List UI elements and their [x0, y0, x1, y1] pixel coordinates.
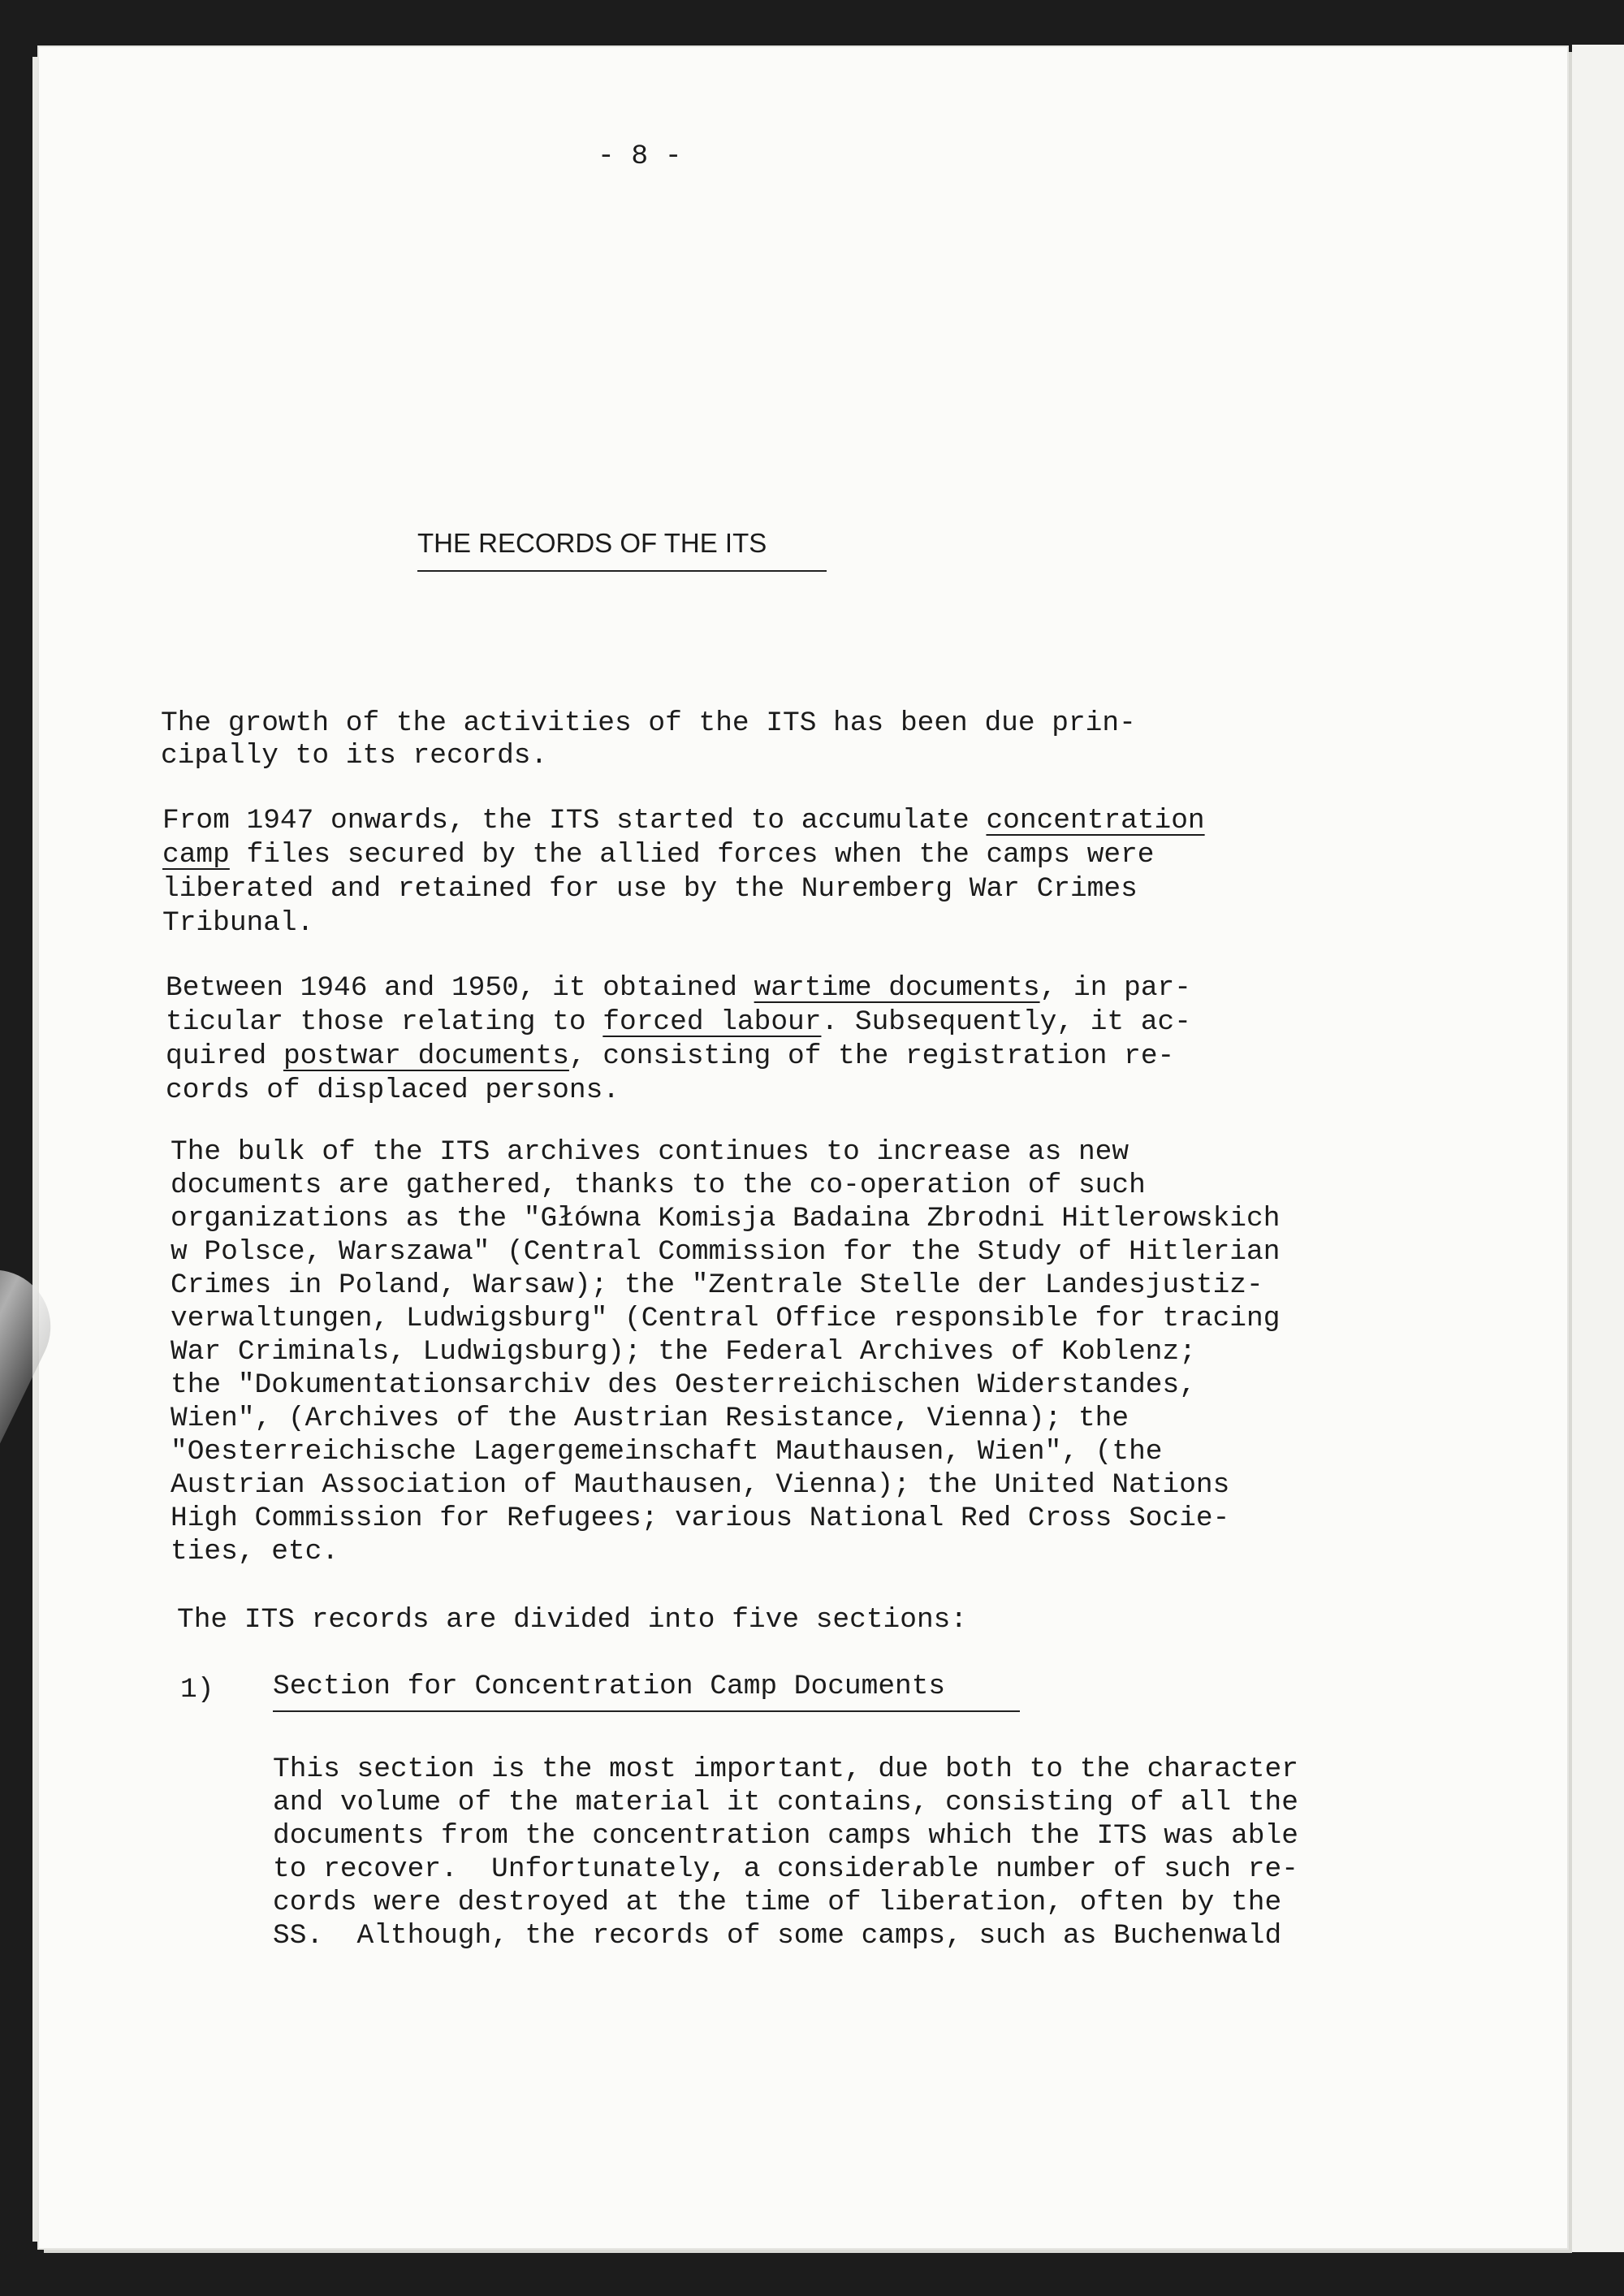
paragraph-4-line-4: w Polsce, Warszawa" (Central Commission for the Study of Hitlerian: [171, 1236, 1281, 1268]
underlined-concentration: concentration: [986, 805, 1205, 837]
underlined-postwar-documents: postwar documents: [283, 1040, 569, 1072]
page-title: THE RECORDS OF THE ITS: [417, 528, 767, 558]
section-1-title: Section for Concentration Camp Documents: [273, 1671, 946, 1702]
section-1-line-3: documents from the concentration camps which the ITS was able: [273, 1820, 1298, 1852]
paragraph-4-line-11: Austrian Association of Mauthausen, Vienna); the United Nations: [171, 1469, 1230, 1501]
paragraph-2-line-1: From 1947 onwards, the ITS started to accumulate concentration: [162, 805, 1205, 837]
underlined-forced-labour: forced labour: [603, 1006, 822, 1038]
section-1-line-5: cords were destroyed at the time of liberation, often by the: [273, 1887, 1282, 1918]
paragraph-4-line-2: documents are gathered, thanks to the co-operation of such: [171, 1170, 1146, 1201]
paragraph-3-line-1: Between 1946 and 1950, it obtained wartime documents, in par-: [166, 972, 1191, 1004]
adjacent-page-edge: [1572, 45, 1624, 2252]
section-1-line-2: and volume of the material it contains, consisting of all the: [273, 1787, 1298, 1818]
section-1-line-1: This section is the most important, due both to the character: [273, 1753, 1298, 1785]
section-1-line-6: SS. Although, the records of some camps, such as Buchenwald: [273, 1920, 1282, 1952]
paragraph-4-line-13: ties, etc.: [171, 1536, 339, 1567]
section-1-line-4: to recover. Unfortunately, a considerable number of such re-: [273, 1853, 1298, 1885]
section-1-title-underline: [273, 1710, 1020, 1712]
page-number: - 8 -: [598, 141, 682, 172]
section-1-number: 1): [180, 1674, 214, 1706]
paragraph-4-line-7: War Criminals, Ludwigsburg); the Federal Archives of Koblenz;: [171, 1336, 1196, 1368]
paragraph-4-line-6: verwaltungen, Ludwigsburg" (Central Office responsible for tracing: [171, 1303, 1281, 1334]
paragraph-5: The ITS records are divided into five sections:: [177, 1604, 968, 1636]
paragraph-4-line-1: The bulk of the ITS archives continues to increase as new: [171, 1136, 1129, 1168]
paragraph-4-line-3: organizations as the "Główna Komisja Badaina Zbrodni Hitlerowskich: [171, 1203, 1281, 1234]
paragraph-1-line-2: cipally to its records.: [161, 740, 548, 772]
paragraph-4-line-9: Wien", (Archives of the Austrian Resistance, Vienna); the: [171, 1403, 1129, 1434]
paragraph-3-line-3: quired postwar documents, consisting of the registration re-: [166, 1040, 1175, 1072]
paragraph-4-line-12: High Commission for Refugees; various National Red Cross Socie-: [171, 1503, 1230, 1534]
paragraph-3-line-4: cords of displaced persons.: [166, 1074, 620, 1106]
paragraph-4-line-8: the "Dokumentationsarchiv des Oesterreichischen Widerstandes,: [171, 1369, 1196, 1401]
paragraph-2-line-3: liberated and retained for use by the Nuremberg War Crimes: [162, 873, 1138, 905]
paragraph-2-line-2: camp files secured by the allied forces when the camps were: [162, 839, 1155, 871]
paragraph-1-line-1: The growth of the activities of the ITS has been due prin-: [161, 707, 1136, 739]
paragraph-2-line-4: Tribunal.: [162, 907, 314, 939]
paragraph-3-line-2: ticular those relating to forced labour. Subsequently, it ac-: [166, 1006, 1191, 1038]
title-underline: [417, 570, 827, 572]
paragraph-4-line-5: Crimes in Poland, Warsaw); the "Zentrale Stelle der Landesjustiz-: [171, 1269, 1263, 1301]
paragraph-4-line-10: "Oesterreichische Lagergemeinschaft Mauthausen, Wien", (the: [171, 1436, 1163, 1468]
underlined-camp: camp: [162, 839, 230, 871]
underlined-wartime-documents: wartime documents: [754, 972, 1040, 1004]
